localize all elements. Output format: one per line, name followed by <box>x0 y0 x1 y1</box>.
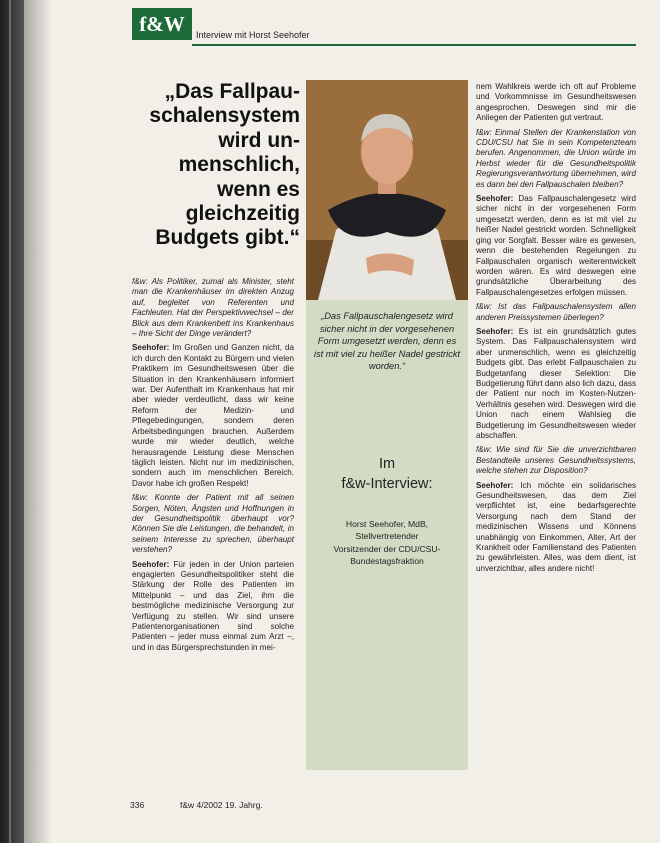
credit-line: Stellvertretender <box>355 531 419 542</box>
question-paragraph: f&w: Einmal Stellen der Krankenstation von CDU/CSU hat Sie in sein Kompetenzteam berufen. Angenommen, die Union würde im Herbst wieder für die Gesundheitspolitik Regierungsverantwortung übernehmen, wird es dann bei den Fallpauschalen bleiben? <box>476 127 636 189</box>
speaker-label: Seehofer: <box>476 480 514 490</box>
answer-paragraph: Seehofer: Das Fallpauschalengesetz wird sicher nicht in der vorgesehenen Form umgesetzt werden, denn es ist mit viel zu heißer Nadel gestrickt worden. Schnelligkeit ging vor Sorgfalt. Besser wäre es gewesen, wenn die bestehenden Regelungen zu Fallpauschalen organisch weiterentwickelt worden wären. Es wird deswegen eine grundsätzliche Überarbeitung des Fallpauschalengesetzes erfolgen müssen. <box>476 194 636 297</box>
answer-paragraph: Seehofer: Ich möchte ein solidarisches Gesundheitswesen, das dem Ziel verpflichtet ist, eine bedarfsgerechte Versorgung nach dem Stand der medizinischen Wissens und Könnens unabhängig von Einkommen, Alter, Art der Krankheit oder Familienstand des Patienten zu gewährleisten. Alles, was dem dient, ist unverzichtbar, alles andere nicht! <box>476 480 637 573</box>
portrait-illustration <box>306 80 468 300</box>
book-spine <box>0 0 24 843</box>
question-paragraph: f&w: Ist das Fallpauschalensystem allen anderen Preissystemen überlegen? <box>476 302 636 322</box>
question-paragraph: f&w: Als Politiker, zumal als Minister, steht man die Krankenhäuser im direkten Anzug auf, begleitet von Referenten und Fachleuten. Hat der Perspektivwechsel – der Blick aus dem Krankenbett ins Krankenhaus – Ihre Sicht der Dinge verändert? <box>132 277 294 339</box>
right-text-column <box>476 82 636 578</box>
speaker-label: Seehofer: <box>476 194 514 204</box>
headline: „Das Fallpau- schalensystem wird un- menschlich, wenn es gleichzeitig Budgets gibt.“ <box>149 80 300 250</box>
issue-label: f&w 4/2002 19. Jahrg. <box>180 800 263 810</box>
answer-paragraph: Seehofer: Für jeden in der Union parteien engagierten Gesundheitspolitiker steht die Stärkung der Rolle des Patienten im Mittelpunkt – und das Ziel, ihm die bestmögliche medizinische Versorgung zur Verfügung zu stellen. Wir sind unsere Patientenorganisationen sind solche Patienten – jeder muss einmal zum Arzt –, und in das Bürgersprechstunden in mei- <box>132 559 294 652</box>
section-title: Interview mit Horst Seehofer <box>196 30 310 40</box>
question-paragraph: f&w: Konnte der Patient mit all seinen Sorgen, Nöten, Ängsten und Hoffnungen in der Gesundheitspolitik überhaupt vor? Können Sie die Leistungen, die behandelt, in seinem Interesse zu sprechen, überhaupt verstehen? <box>132 493 294 555</box>
fw-logo: f&W <box>132 8 192 40</box>
credit-line: Horst Seehofer, MdB, <box>345 519 429 529</box>
answer-paragraph: Seehofer: Im Großen und Ganzen nicht, da ich durch den Kontakt zu Bürgern und vielen Praktikern im Gesundheitswesen über die Situation in den Krankenhäusern informiert war. Der Aufenthalt im Krankenhaus hat mir aber wieder verdeutlicht, dass wir keine Reform der Medizin- und Pflegebedingungen, sondern deren Arbeitsbedingungen brauchen. Außerdem wurde mir wieder deutlich, welche herausragende Leistung diese Menschen täglich leisten. Nicht nur im medizinischen, sondern auch im menschlichen Bereich. Davor habe ich großen Respekt! <box>132 343 295 488</box>
credit-line: Bundestagsfraktion <box>350 556 424 567</box>
box-title <box>306 454 468 494</box>
spine-edge <box>9 0 11 843</box>
answer-paragraph: Seehofer: Es ist ein grundsätzlich gutes System. Das Fallpauschalensystem wird aber unmenschlich, wenn es gleichzeitig Budgets gibt. Das erlebt Fallpauschalen zu Budgetanfang dieser Selektion: Die Budgetierung führt dann also lich dazu, dass der Patient nur noch im Kosten-Nutzen-Verhältnis gesehen wird. Deswegen wird die Union nach einem Wahlsieg die Budgetierung im Gesundheitswesen wieder abschaffen. <box>476 326 637 440</box>
header-rule <box>192 44 636 46</box>
pull-quote: „Das Fallpauschalengesetz wird sicher nicht in der vorgesehenen Form umgesetzt werden, denn es ist mit viel zu heißer Nadel gestrickt worden.“ <box>313 311 461 372</box>
box-title-line: f&w-Interview: <box>341 476 433 492</box>
portrait-photo <box>306 80 468 300</box>
speaker-label: Seehofer: <box>132 343 170 353</box>
info-box <box>306 300 468 770</box>
speaker-label: Seehofer: <box>476 326 514 336</box>
interviewee-credit <box>306 518 468 568</box>
credit-line: Vorsitzender der CDU/CSU- <box>333 543 441 554</box>
box-title-line: Im <box>378 456 396 472</box>
left-text-column <box>132 277 294 657</box>
gutter-shadow <box>24 0 52 843</box>
question-paragraph: f&w: Wie sind für Sie die unverzichtbaren Bestandteile unseres Gesundheitssystems, welche stehen zur Disposition? <box>476 445 636 476</box>
speaker-label: Seehofer: <box>132 559 170 569</box>
answer-paragraph: nem Wahlkreis werde ich oft auf Probleme und Vorkommnisse im Gesundheitswesen angesprochen. Deswegen sind mir die Anliegen der Patienten gut vertraut. <box>476 82 636 123</box>
page-number: 336 <box>130 800 145 810</box>
